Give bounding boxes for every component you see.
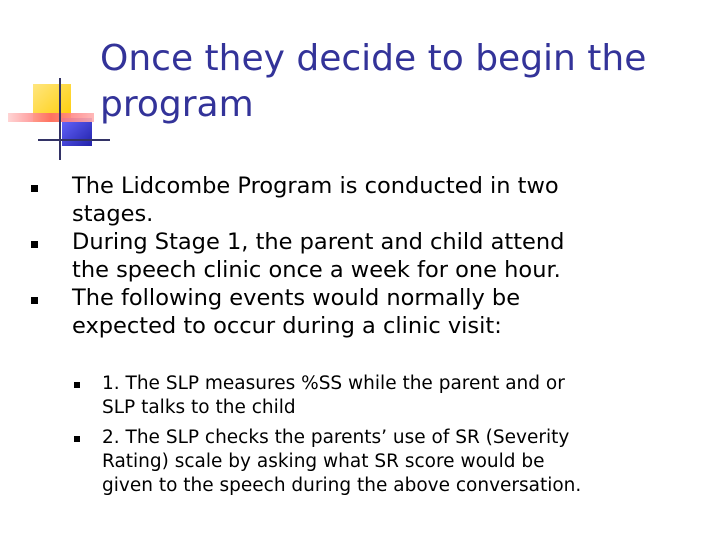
blue-block bbox=[62, 118, 92, 146]
bullet-line: During Stage 1, the parent and child attend bbox=[72, 229, 565, 255]
bullet-item bbox=[30, 172, 700, 228]
sub-bullet-line: SLP talks to the child bbox=[102, 397, 296, 418]
sub-bullet-line: given to the speech during the above conversation. bbox=[102, 475, 582, 496]
bullet-list bbox=[30, 172, 700, 340]
sub-bullet-item bbox=[72, 372, 692, 420]
small-square-bullet-icon bbox=[31, 297, 38, 304]
sub-bullet-line: 2. The SLP checks the parents’ use of SR (Severity bbox=[102, 427, 570, 448]
sub-bullet-line: Rating) scale by asking what SR score would be bbox=[102, 451, 545, 472]
title-line: Once they decide to begin the bbox=[100, 38, 647, 79]
small-square-bullet-icon bbox=[31, 241, 38, 248]
sub-bullet-list bbox=[72, 372, 692, 498]
bullet-line: The following events would normally be bbox=[72, 285, 521, 311]
bullet-line: expected to occur during a clinic visit: bbox=[72, 313, 502, 339]
bullet-line: The Lidcombe Program is conducted in two bbox=[72, 173, 559, 199]
sub-bullet-line: 1. The SLP measures %SS while the parent and or bbox=[102, 373, 565, 394]
bullet-item bbox=[30, 284, 700, 340]
bullet-line: the speech clinic once a week for one hour. bbox=[72, 257, 561, 283]
small-square-bullet-icon bbox=[31, 185, 38, 192]
red-bar bbox=[8, 113, 94, 122]
bullet-item bbox=[30, 228, 700, 284]
title-line: program bbox=[100, 84, 254, 125]
sub-bullet-item bbox=[72, 426, 692, 498]
small-square-bullet-icon bbox=[74, 382, 80, 388]
slide-title bbox=[100, 36, 700, 128]
bullet-line: stages. bbox=[72, 201, 154, 227]
small-square-bullet-icon bbox=[74, 436, 80, 442]
